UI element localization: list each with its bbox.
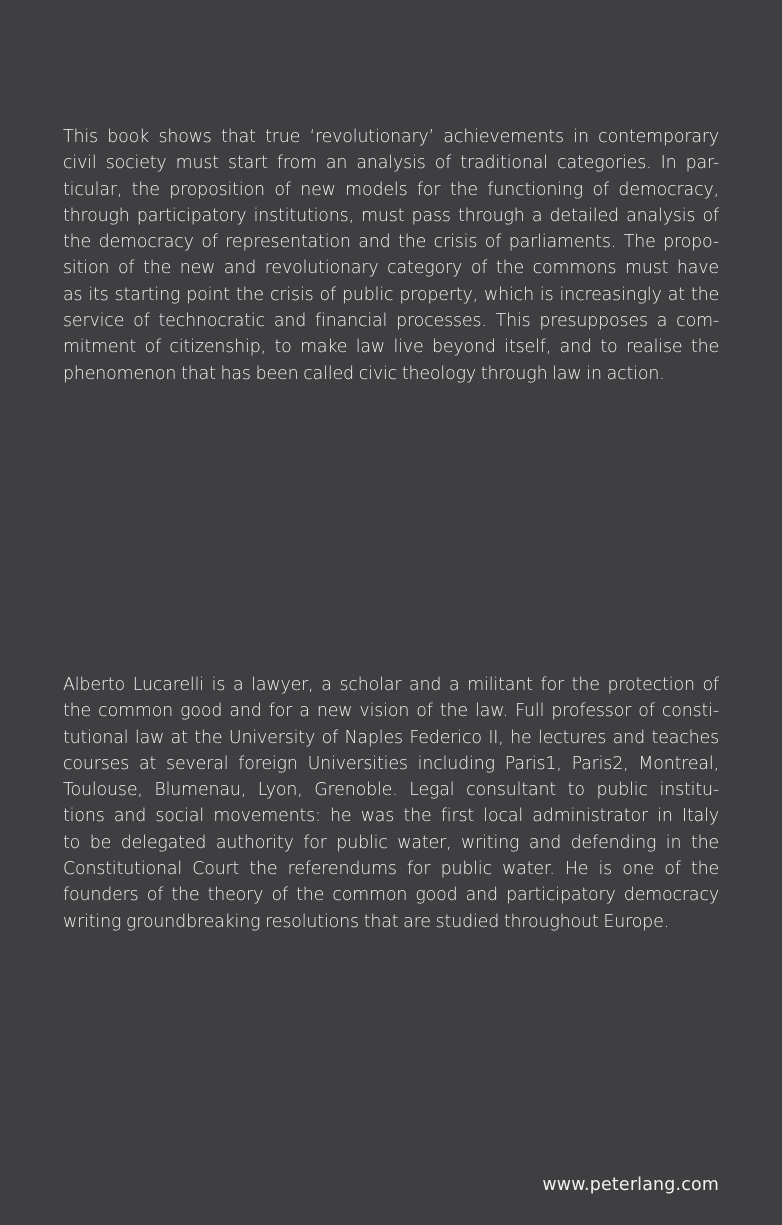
author-bio-line: tions and social movements: he was the first local administrator in Italy bbox=[63, 806, 719, 827]
author-bio-line: to be delegated authority for public water, writing and defending in the bbox=[63, 832, 719, 853]
book-description-line: sition of the new and revolutionary category of the commons must have bbox=[63, 258, 719, 279]
author-bio-line: the common good and for a new vision of the law. Full professor of consti- bbox=[63, 701, 719, 722]
book-description-line: phenomenon that has been called civic theology through law in action. bbox=[63, 363, 665, 384]
author-bio-line: Toulouse, Blumenau, Lyon, Grenoble. Legal consultant to public institu- bbox=[63, 780, 719, 801]
author-bio-line: Constitutional Court the referendums for public water. He is one of the bbox=[63, 859, 719, 880]
book-description-line: the democracy of representation and the crisis of parliaments. The propo- bbox=[63, 232, 719, 253]
publisher-website-link[interactable]: www.peterlang.com bbox=[542, 1175, 719, 1195]
book-description-line: civil society must start from an analysis of traditional categories. In par- bbox=[63, 153, 719, 174]
author-bio-line: Alberto Lucarelli is a lawyer, a scholar and a militant for the protection of bbox=[63, 675, 719, 695]
author-bio-line: tutional law at the University of Naples Federico II, he lectures and teaches bbox=[63, 727, 719, 748]
book-description bbox=[63, 124, 719, 387]
author-bio bbox=[63, 672, 719, 935]
book-description-line: through participatory institutions, must pass through a detailed analysis of bbox=[63, 205, 719, 226]
book-description-line: ticular, the proposition of new models for the functioning of democracy, bbox=[63, 179, 719, 200]
book-description-line: service of technocratic and financial processes. This presupposes a com- bbox=[63, 311, 719, 332]
book-description-line: mitment of citizenship, to make law live beyond itself, and to realise the bbox=[63, 337, 719, 358]
author-bio-line: courses at several foreign Universities including Paris1, Paris2, Montreal, bbox=[63, 753, 719, 774]
book-description-line: as its starting point the crisis of public property, which is increasingly at the bbox=[63, 284, 719, 305]
book-description-line: This book shows that true ‘revolutionary’ achievements in contemporary bbox=[63, 127, 719, 147]
author-bio-line: founders of the theory of the common good and participatory democracy bbox=[63, 885, 719, 906]
author-bio-line: writing groundbreaking resolutions that are studied throughout Europe. bbox=[63, 911, 669, 932]
